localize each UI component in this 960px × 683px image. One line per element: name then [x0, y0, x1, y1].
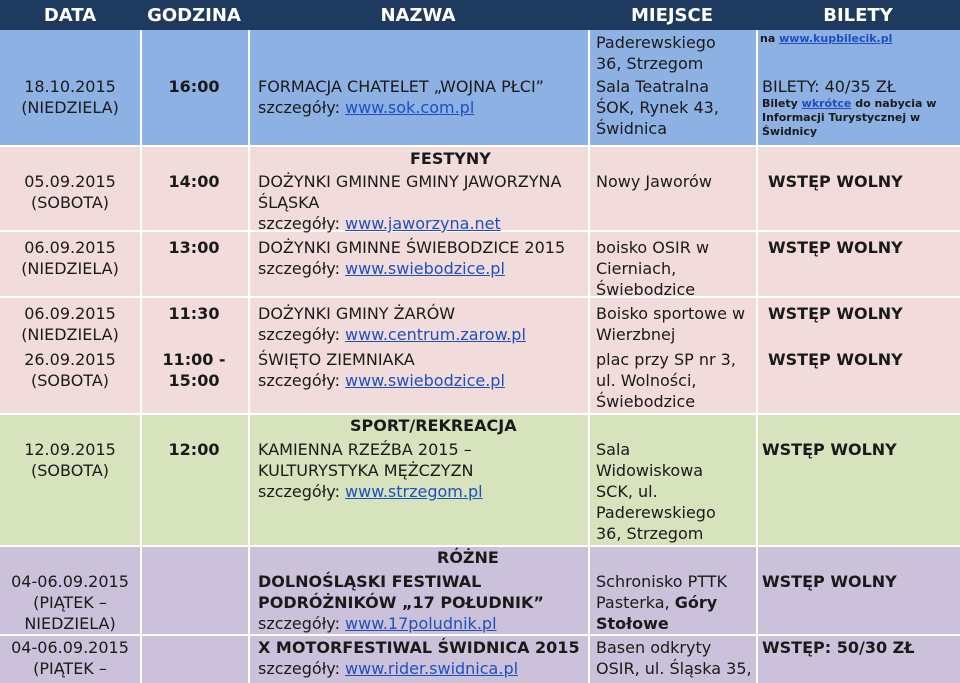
swiebodzice-time: 13:00 — [168, 238, 220, 257]
place-line: Sala Teatralna — [596, 77, 710, 96]
swiebodzice-link[interactable]: www.swiebodzice.pl — [345, 259, 505, 278]
place-line: Świdnica — [596, 119, 668, 138]
rzezba-date — [0, 439, 140, 481]
formacja-name — [258, 76, 544, 118]
ziemniaka-name — [258, 349, 505, 391]
zarow-link[interactable]: www.centrum.zarow.pl — [345, 325, 526, 344]
motorfestiwal-place — [596, 637, 752, 679]
strzegom-link[interactable]: www.strzegom.pl — [345, 482, 483, 501]
tickets-prefix: na — [760, 32, 780, 45]
details-label: szczegóły: — [258, 214, 346, 233]
event-title: KULTURYSTYKA MĘŻCZYZN — [258, 461, 474, 480]
zarow-place — [596, 303, 745, 345]
place-line: Góry — [674, 593, 718, 612]
top-partial-tickets — [760, 32, 892, 46]
ziemniaka-tickets: WSTĘP WOLNY — [768, 350, 903, 369]
details-label: szczegóły: — [258, 659, 346, 678]
place-line: Schronisko PTTK — [596, 572, 728, 591]
ticket-note: Informacji Turystycznej w — [762, 111, 921, 124]
column-divider — [248, 30, 250, 683]
row-divider — [0, 634, 960, 636]
place-line: Pasterka, — [596, 593, 675, 612]
date-text: 04-06.09.2015 — [11, 572, 129, 591]
rzezba-place — [596, 439, 716, 544]
swiebodzice-tickets: WSTĘP WOLNY — [768, 238, 903, 257]
date-text: 12.09.2015 — [24, 440, 116, 459]
rzezba-name — [258, 439, 483, 502]
details-label: szczegóły: — [258, 614, 346, 633]
sok-link[interactable]: www.sok.com.pl — [345, 98, 475, 117]
date-text: 06.09.2015 — [24, 304, 116, 323]
place-line: plac przy SP nr 3, — [596, 350, 736, 369]
rzezba-tickets: WSTĘP WOLNY — [762, 440, 897, 459]
section-sport: SPORT/REKREACJA — [350, 416, 517, 435]
place-line: Boisko sportowe w — [596, 304, 746, 323]
poludnik-link[interactable]: www.17poludnik.pl — [345, 614, 497, 633]
header-data: DATA — [43, 5, 97, 26]
place-line: Świebodzice — [596, 280, 696, 299]
place-line: ul. Wolności, — [596, 371, 697, 390]
rider-link[interactable]: www.rider.swidnica.pl — [345, 659, 519, 678]
day-text: (SOBOTA) — [31, 461, 109, 480]
event-title: ŚWIĘTO ZIEMNIAKA — [258, 350, 415, 369]
note-text: do nabycia w — [851, 97, 937, 110]
place-line: Paderewskiego — [596, 33, 716, 52]
jaworzyna-place: Nowy Jaworów — [596, 172, 712, 191]
event-title: X MOTORFESTIWAL ŚWIDNICA 2015 — [258, 638, 580, 657]
date-text: 05.09.2015 — [24, 172, 116, 191]
event-title: ŚLĄSKA — [258, 193, 320, 212]
note-text: Bilety — [762, 97, 802, 110]
kupbilecik-link[interactable]: www.kupbilecik.pl — [779, 32, 893, 45]
place-line: Wierzbnej — [596, 325, 676, 344]
place-line: ŚOK, Rynek 43, — [596, 98, 719, 117]
motorfestiwal-date — [0, 637, 140, 679]
day-text: (NIEDZIELA) — [21, 98, 119, 117]
jaworzyna-link[interactable]: www.jaworzyna.net — [345, 214, 501, 233]
section-festyny: FESTYNY — [410, 149, 491, 168]
header-nazwa: NAZWA — [380, 5, 456, 26]
day-text: (NIEDZIELA) — [21, 259, 119, 278]
formacja-date — [0, 76, 140, 118]
place-line: SCK, ul. — [596, 482, 658, 501]
place-line: Stołowe — [596, 614, 669, 633]
day-text: (PIĄTEK – — [33, 593, 107, 612]
place-line: Paderewskiego — [596, 503, 716, 522]
ziemniaka-date — [0, 349, 140, 391]
place-line: 36, Strzegom — [596, 524, 704, 543]
formacja-tickets — [762, 76, 936, 139]
motorfestiwal-name — [258, 637, 580, 679]
place-line: Sala — [596, 440, 631, 459]
festiwal-date — [0, 571, 140, 634]
swiebodzice-date — [0, 237, 140, 279]
section-rozne: RÓŻNE — [437, 548, 499, 567]
zarow-tickets: WSTĘP WOLNY — [768, 304, 903, 323]
day-text: (SOBOTA) — [31, 193, 109, 212]
header-miejsce: MIEJSCE — [630, 5, 714, 26]
row-divider — [0, 145, 960, 147]
header-godzina: GODZINA — [147, 5, 241, 26]
day-text: (SOBOTA) — [31, 371, 109, 390]
place-line: 36, Strzegom — [596, 54, 704, 73]
formacja-place — [596, 76, 719, 139]
festiwal-place — [596, 571, 727, 634]
festiwal-tickets: WSTĘP WOLNY — [762, 572, 897, 591]
motorfestiwal-tickets: WSTĘP: 50/30 ZŁ — [762, 638, 915, 657]
date-text: 18.10.2015 — [24, 77, 116, 96]
zarow-name — [258, 303, 526, 345]
event-title: DOLNOŚLĄSKI FESTIWAL — [258, 572, 482, 591]
details-label: szczegóły: — [258, 98, 346, 117]
festiwal-name — [258, 571, 544, 634]
date-text: 04-06.09.2015 — [11, 638, 129, 657]
jaworzyna-date — [0, 171, 140, 213]
date-text: 26.09.2015 — [24, 350, 116, 369]
place-line: Świebodzice — [596, 392, 696, 411]
event-title: DOŻYNKI GMINNE ŚWIEBODZICE 2015 — [258, 238, 566, 257]
rzezba-time: 12:00 — [168, 440, 220, 459]
header-bilety: BILETY — [823, 5, 893, 26]
swiebodzice-name — [258, 237, 565, 279]
zarow-date — [0, 303, 140, 345]
ticket-note: Świdnicy — [762, 125, 818, 138]
column-divider — [756, 30, 758, 683]
event-title: FORMACJA CHATELET „WOJNA PŁCI” — [258, 77, 544, 96]
table-header — [0, 0, 960, 30]
place-line: Cierniach, — [596, 259, 677, 278]
ticket-price: BILETY: 40/35 ZŁ — [762, 77, 896, 96]
event-title: PODRÓŻNIKÓW „17 POŁUDNIK” — [258, 593, 544, 612]
ziemniaka-link[interactable]: www.swiebodzice.pl — [345, 371, 505, 390]
place-line: OSIR, ul. Śląska 35, — [596, 659, 752, 678]
top-partial-place — [596, 32, 716, 74]
place-line: Basen odkryty — [596, 638, 712, 657]
event-title: DOŻYNKI GMINNE GMINY JAWORZYNA — [258, 172, 562, 191]
date-text: 06.09.2015 — [24, 238, 116, 257]
row-divider — [0, 296, 960, 298]
ziemniaka-time — [140, 349, 248, 391]
jaworzyna-tickets: WSTĘP WOLNY — [768, 172, 903, 191]
details-label: szczegóły: — [258, 325, 346, 344]
day-text: NIEDZIELA) — [24, 614, 116, 633]
wkrotce-link[interactable]: wkrótce — [801, 97, 852, 110]
event-title: KAMIENNA RZEŹBA 2015 – — [258, 440, 472, 459]
place-line: Widowiskowa — [596, 461, 704, 480]
zarow-time: 11:30 — [168, 304, 220, 323]
ziemniaka-place — [596, 349, 736, 412]
day-text: (PIĄTEK – — [33, 659, 107, 678]
details-label: szczegóły: — [258, 482, 346, 501]
time-line: 15:00 — [168, 371, 220, 390]
jaworzyna-time: 14:00 — [168, 172, 220, 191]
column-divider — [588, 30, 590, 683]
place-line: boisko OSIR w — [596, 238, 710, 257]
jaworzyna-name — [258, 171, 561, 234]
time-line: 11:00 - — [162, 350, 226, 369]
formacja-time: 16:00 — [168, 77, 220, 96]
day-text: (NIEDZIELA) — [21, 325, 119, 344]
details-label: szczegóły: — [258, 259, 346, 278]
details-label: szczegóły: — [258, 371, 346, 390]
event-title: DOŻYNKI GMINY ŻARÓW — [258, 304, 456, 323]
ticket-note — [762, 97, 936, 111]
swiebodzice-place — [596, 237, 709, 300]
